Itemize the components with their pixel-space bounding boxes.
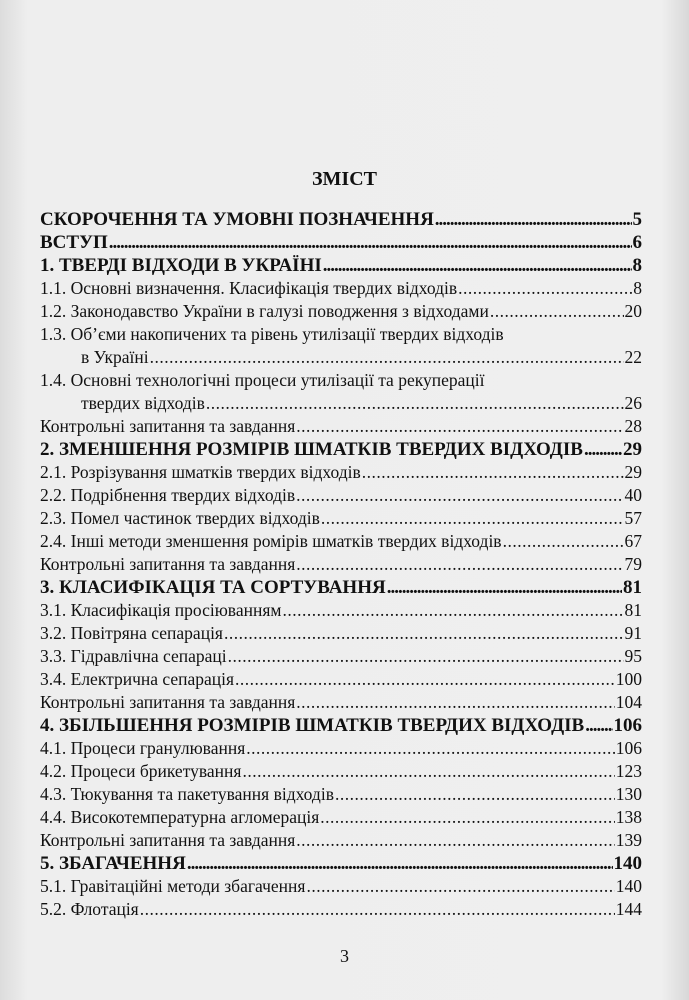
toc-entry [40,645,642,668]
dot-leader [150,346,624,369]
toc-entry-title: Контрольні запитання та завдання [40,692,296,712]
toc-entry-page: 79 [624,554,642,574]
toc-entry-title: 4.1. Процеси гранулювання [40,738,246,758]
toc-entry [40,254,642,277]
toc-entry-title: твердих відходів [81,393,205,413]
toc-entry [40,783,642,806]
toc-entry [40,691,642,714]
dot-leader [584,438,622,461]
toc-entry [40,622,642,645]
dot-leader [228,645,624,668]
dot-leader [109,231,632,254]
dot-leader [335,783,615,806]
dot-leader [490,300,624,323]
dot-leader [242,760,614,783]
dot-leader [321,507,624,530]
toc-entry [40,829,642,852]
toc-entry-title: 4.4. Високотемпературна агломерація [40,807,320,827]
toc-entry-title: 4.2. Процеси брикетування [40,761,242,781]
toc-entry [40,277,642,300]
toc-entry-title: 1. ТВЕРДІ ВІДХОДИ В УКРАЇНІ [40,255,322,276]
dot-leader [320,806,614,829]
toc-entry-page: 104 [615,692,642,712]
dot-leader [362,461,624,484]
toc-entry-page: 140 [615,876,642,896]
toc-entry-page: 28 [624,416,642,436]
toc-entry-title: 2.4. Інші методи зменшення ромірів шматків твердих відходів [40,531,502,551]
page-number: 3 [340,946,349,966]
toc-entry-page: 40 [624,485,642,505]
toc-entry-page: 20 [624,301,642,321]
toc-entry [40,300,642,323]
dot-leader [323,254,632,277]
toc-entry [40,852,642,875]
toc-entry [40,507,642,530]
toc-entry [40,323,642,346]
dot-leader [224,622,624,645]
toc-title: ЗМІСТ [312,168,377,190]
toc-entry-title: СКОРОЧЕННЯ ТА УМОВНІ ПОЗНАЧЕННЯ [40,209,434,230]
toc-entry [40,898,642,921]
toc-entry-page: 67 [624,531,642,551]
toc-entry-page: 26 [624,393,642,413]
toc-entry [40,760,642,783]
toc-entry-page: 91 [624,623,642,643]
toc-entry-title: 3.4. Електрична сепарація [40,669,235,689]
toc-entry-title: 2.3. Помел частинок твердих відходів [40,508,320,528]
toc-entry-title: 1.4. Основні технологічні процеси утилізації та рекуперації [40,370,485,390]
toc-entry-page: 57 [624,508,642,528]
toc-entry-title: 3.1. Класифікація просіюванням [40,600,282,620]
dot-leader [296,829,614,852]
toc-entry-page: 81 [624,600,642,620]
dot-leader [503,530,624,553]
toc-entry-title: в Україні [81,347,149,367]
toc-entry [40,737,642,760]
toc-entry [40,438,642,461]
dot-leader [387,576,622,599]
toc-entry [40,484,642,507]
toc-entry [40,392,642,415]
toc-entry [40,553,642,576]
toc-entry [40,369,642,392]
toc-entry-page: 138 [615,807,642,827]
toc-entry-title: 3.2. Повітряна сепарація [40,623,223,643]
dot-leader [296,553,623,576]
toc-entry-page: 5 [632,209,642,230]
toc-entry-page: 8 [633,278,642,298]
dot-leader [282,599,623,622]
toc-entry-title: 5.2. Флотація [40,899,139,919]
toc-entry-page: 139 [615,830,642,850]
toc-entry-title: Контрольні запитання та завдання [40,416,296,436]
toc-entry-page: 140 [613,853,642,874]
toc-entry-page: 106 [613,715,642,736]
toc-entry [40,714,642,737]
toc-entry-page: 22 [624,347,642,367]
dot-leader [458,277,632,300]
dot-leader [140,898,615,921]
toc-entry [40,875,642,898]
toc-entry-page: 29 [624,462,642,482]
dot-leader [296,415,623,438]
toc-entry-page: 95 [624,646,642,666]
toc-entry-title: 2.1. Розрізування шматків твердих відходів [40,462,361,482]
toc-entry-title: 2. ЗМЕНШЕННЯ РОЗМІРІВ ШМАТКІВ ТВЕРДИХ ВІДХОДІВ [40,439,583,460]
toc-entry-title: 5.1. Гравітаційні методи збагачення [40,876,306,896]
toc-entry-title: Контрольні запитання та завдання [40,830,296,850]
dot-leader [246,737,614,760]
dot-leader [435,208,632,231]
toc-entry-page: 8 [632,255,642,276]
table-of-contents [40,208,642,921]
dot-leader [296,691,614,714]
toc-entry-page: 81 [623,577,642,598]
toc-entry [40,576,642,599]
dot-leader [235,668,615,691]
toc-entry-title: ВСТУП [40,232,108,253]
toc-entry-title: 2.2. Подрібнення твердих відходів [40,485,296,505]
toc-entry-title: 1.1. Основні визначення. Класифікація твердих відходів [40,278,458,298]
toc-entry-page: 29 [623,439,642,460]
toc-entry-page: 130 [615,784,642,804]
toc-entry-title: 4.3. Тюкування та пакетування відходів [40,784,334,804]
toc-entry [40,461,642,484]
toc-entry-title: 3.3. Гідравлічна сепараці [40,646,227,666]
toc-entry-page: 100 [615,669,642,689]
toc-entry-page: 123 [615,761,642,781]
toc-entry-title: Контрольні запитання та завдання [40,554,296,574]
toc-entry [40,346,642,369]
toc-entry-title: 3. КЛАСИФІКАЦІЯ ТА СОРТУВАННЯ [40,577,386,598]
dot-leader [187,852,613,875]
toc-entry-page: 106 [615,738,642,758]
toc-entry [40,599,642,622]
toc-entry-page: 6 [632,232,642,253]
toc-entry-title: 4. ЗБІЛЬШЕННЯ РОЗМІРІВ ШМАТКІВ ТВЕРДИХ ВІДХОДІВ [40,715,585,736]
toc-entry [40,415,642,438]
toc-entry-title: 5. ЗБАГАЧЕННЯ [40,853,186,874]
dot-leader [296,484,623,507]
toc-entry [40,231,642,254]
dot-leader [206,392,624,415]
toc-entry [40,806,642,829]
dot-leader [585,714,612,737]
toc-entry-page: 144 [615,899,642,919]
toc-entry [40,668,642,691]
dot-leader [306,875,614,898]
toc-entry-title: 1.2. Законодавство України в галузі поводження з відходами [40,301,489,321]
toc-entry [40,208,642,231]
toc-entry-title: 1.3. Об’єми накопичених та рівень утилізації твердих відходів [40,324,504,344]
toc-entry [40,530,642,553]
